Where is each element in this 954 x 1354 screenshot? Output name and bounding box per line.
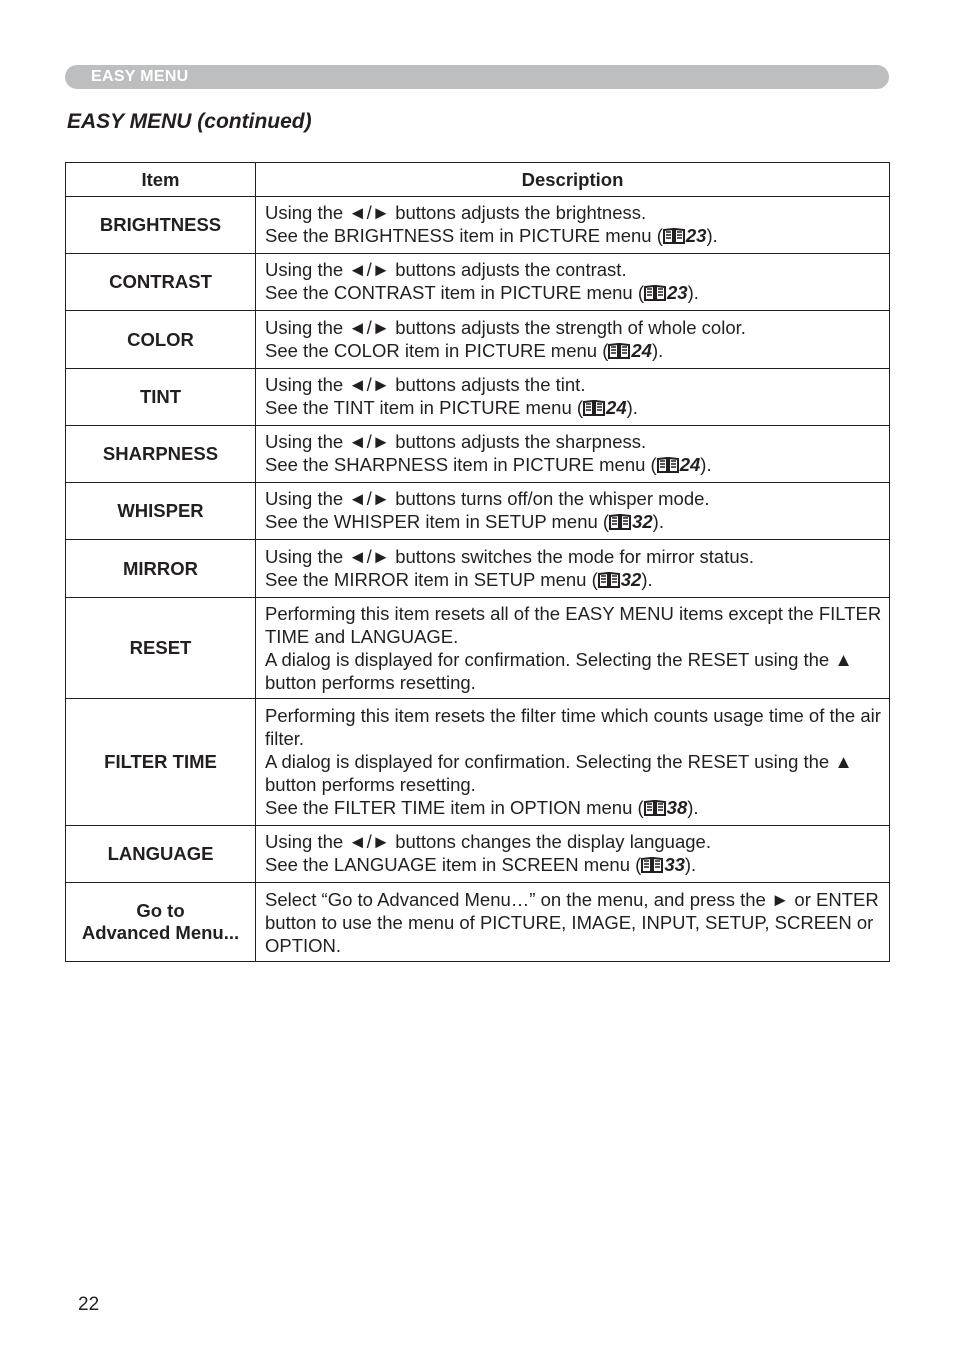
table-row-brightness bbox=[66, 197, 890, 254]
book-icon bbox=[608, 341, 630, 364]
description-line: A dialog is displayed for confirmation. Selecting the RESET using the ▲ button performs resetting. bbox=[265, 750, 853, 795]
book-icon bbox=[598, 570, 620, 593]
description-cell bbox=[256, 540, 890, 598]
table-header-row bbox=[66, 163, 890, 197]
description-tail: ). bbox=[626, 397, 638, 418]
page-reference[interactable]: 23 bbox=[685, 225, 707, 246]
description-line: Performing this item resets all of the EASY MENU items except the FILTER TIME and LANGUAGE. bbox=[265, 603, 882, 647]
book-icon bbox=[609, 512, 631, 535]
description-cell bbox=[256, 197, 890, 254]
description-cell bbox=[256, 369, 890, 426]
description-cell bbox=[256, 311, 890, 369]
description-text: See the SHARPNESS item in PICTURE menu ( bbox=[265, 454, 657, 475]
page-reference[interactable]: 23 bbox=[667, 282, 688, 303]
item-cell: COLOR bbox=[66, 311, 256, 369]
header-label: EASY MENU bbox=[91, 68, 189, 85]
description-line: Using the ◄/► buttons changes the display language. bbox=[265, 831, 711, 852]
description-line bbox=[265, 224, 883, 249]
item-cell: LANGUAGE bbox=[66, 826, 256, 883]
item-cell: TINT bbox=[66, 369, 256, 426]
menu-table bbox=[65, 162, 890, 962]
description-line bbox=[265, 281, 883, 306]
table-row-sharpness bbox=[66, 426, 890, 483]
description-line bbox=[265, 796, 883, 821]
page-reference[interactable]: 38 bbox=[666, 796, 688, 818]
book-icon bbox=[583, 398, 605, 421]
description-line: Using the ◄/► buttons adjusts the sharpness. bbox=[265, 431, 647, 452]
item-cell bbox=[66, 883, 256, 962]
table-row-color bbox=[66, 311, 890, 369]
page-reference[interactable]: 33 bbox=[664, 854, 685, 875]
item-line: Advanced Menu... bbox=[81, 922, 240, 943]
table-row-advanced-menu bbox=[66, 883, 890, 962]
description-line: A dialog is displayed for confirmation. Selecting the RESET using the ▲ button performs resetting. bbox=[265, 649, 853, 693]
table-row-reset bbox=[66, 598, 890, 699]
description-line bbox=[265, 510, 883, 535]
description-text: See the BRIGHTNESS item in PICTURE menu ( bbox=[265, 225, 663, 246]
description-cell bbox=[256, 598, 890, 699]
description-cell bbox=[256, 699, 890, 826]
table-row-filter-time bbox=[66, 699, 890, 826]
description-line: Using the ◄/► buttons adjusts the contrast. bbox=[265, 259, 627, 280]
description-text: See the MIRROR item in SETUP menu ( bbox=[265, 568, 598, 590]
item-cell: MIRROR bbox=[66, 540, 256, 598]
description-cell bbox=[256, 826, 890, 883]
description-tail: ). bbox=[700, 454, 712, 475]
description-line bbox=[265, 453, 883, 478]
item-cell: WHISPER bbox=[66, 483, 256, 540]
item-cell: SHARPNESS bbox=[66, 426, 256, 483]
description-line: Select “Go to Advanced Menu…” on the menu, and press the ► or ENTER button to use the menu of PICTURE, IMAGE, INPUT, SETUP, SCREEN or OPTION. bbox=[265, 888, 879, 956]
description-cell bbox=[256, 483, 890, 540]
item-cell: FILTER TIME bbox=[66, 699, 256, 826]
description-tail: ). bbox=[684, 854, 697, 875]
item-cell: BRIGHTNESS bbox=[66, 197, 256, 254]
description-line bbox=[265, 568, 883, 593]
page-reference[interactable]: 24 bbox=[606, 397, 627, 418]
book-icon bbox=[641, 855, 663, 878]
description-line: Using the ◄/► buttons adjusts the tint. bbox=[265, 374, 586, 395]
table-row-language bbox=[66, 826, 890, 883]
section-title: EASY MENU (continued) bbox=[67, 110, 312, 133]
description-line: Performing this item resets the filter time which counts usage time of the air filter. bbox=[265, 704, 881, 749]
item-line: Go to bbox=[136, 900, 185, 921]
page-number: 22 bbox=[78, 1294, 100, 1315]
book-icon bbox=[657, 455, 679, 478]
description-tail: ). bbox=[687, 282, 699, 303]
table-row-tint bbox=[66, 369, 890, 426]
description-text: See the COLOR item in PICTURE menu ( bbox=[265, 339, 609, 361]
page-reference[interactable]: 24 bbox=[679, 454, 701, 475]
page-reference[interactable]: 32 bbox=[620, 568, 642, 590]
description-line: Using the ◄/► buttons adjusts the strength of whole color. bbox=[265, 316, 746, 338]
description-line bbox=[265, 853, 883, 878]
description-text: See the LANGUAGE item in SCREEN menu ( bbox=[265, 854, 642, 875]
description-text: See the FILTER TIME item in OPTION menu ( bbox=[265, 796, 644, 818]
description-tail: ). bbox=[687, 796, 699, 818]
description-text: See the TINT item in PICTURE menu ( bbox=[265, 397, 584, 418]
description-line bbox=[265, 339, 883, 364]
description-tail: ). bbox=[641, 568, 653, 590]
description-cell bbox=[256, 426, 890, 483]
book-icon bbox=[644, 283, 666, 306]
description-line: Using the ◄/► buttons adjusts the brightness. bbox=[265, 202, 647, 223]
description-cell bbox=[256, 254, 890, 311]
book-icon bbox=[644, 798, 666, 821]
page-reference[interactable]: 32 bbox=[632, 511, 653, 532]
item-cell: RESET bbox=[66, 598, 256, 699]
description-line bbox=[265, 396, 883, 421]
description-text: See the CONTRAST item in PICTURE menu ( bbox=[265, 282, 645, 303]
book-icon bbox=[663, 226, 685, 249]
column-header-description: Description bbox=[256, 163, 890, 197]
description-tail: ). bbox=[652, 511, 664, 532]
description-tail: ). bbox=[706, 225, 718, 246]
description-tail: ). bbox=[651, 339, 664, 361]
table-row-whisper bbox=[66, 483, 890, 540]
table-row-mirror bbox=[66, 540, 890, 598]
header-bar bbox=[65, 65, 889, 89]
item-cell: CONTRAST bbox=[66, 254, 256, 311]
table-row-contrast bbox=[66, 254, 890, 311]
description-cell bbox=[256, 883, 890, 962]
description-line: Using the ◄/► buttons turns off/on the whisper mode. bbox=[265, 488, 710, 509]
description-text: See the WHISPER item in SETUP menu ( bbox=[265, 511, 610, 532]
description-line: Using the ◄/► buttons switches the mode for mirror status. bbox=[265, 545, 755, 567]
column-header-item: Item bbox=[66, 163, 256, 197]
page-reference[interactable]: 24 bbox=[631, 339, 652, 361]
